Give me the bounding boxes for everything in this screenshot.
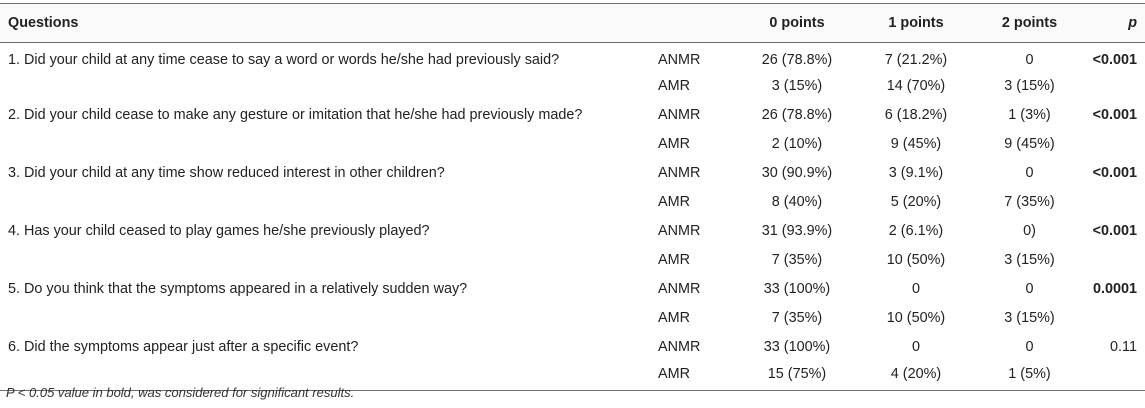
table-footnote: P < 0.05 value in bold, was considered for significant results.	[6, 385, 355, 400]
question-text: 3. Did your child at any time show reduced interest in other children?	[8, 165, 445, 181]
score-2-points: 0	[1025, 165, 1034, 181]
score-1-points: 5 (20%)	[890, 194, 942, 210]
p-value: <0.001	[1092, 107, 1137, 123]
group-label: ANMR	[658, 281, 701, 297]
group-label: AMR	[658, 194, 690, 210]
score-2-points: 9 (45%)	[1004, 136, 1055, 152]
p-value: 0.0001	[1092, 281, 1137, 297]
header-0-points: 0 points	[735, 4, 859, 43]
score-0-points: 2 (10%)	[771, 136, 823, 152]
table-row	[0, 43, 1145, 72]
score-2-points: 0)	[1023, 223, 1036, 239]
score-0-points: 30 (90.9%)	[761, 165, 833, 181]
header-group	[655, 4, 735, 43]
empty-cell	[0, 130, 655, 159]
group-label: AMR	[658, 310, 690, 326]
score-1-points: 4 (20%)	[859, 362, 973, 391]
group-label: ANMR	[658, 223, 701, 239]
table-row	[0, 159, 1145, 188]
score-2-points: 3 (15%)	[1004, 78, 1055, 94]
empty-cell	[1086, 304, 1145, 333]
table-header	[0, 4, 1145, 43]
score-0-points: 3 (15%)	[771, 78, 823, 94]
score-0-points: 7 (35%)	[771, 310, 823, 326]
empty-cell	[1086, 188, 1145, 217]
table-row	[0, 304, 1145, 333]
question-text: 1. Did your child at any time cease to say a word or words he/she had previously said?	[8, 51, 560, 68]
header-1-points: 1 points	[859, 4, 973, 43]
table-row	[0, 333, 1145, 362]
score-2-points: 0	[1025, 281, 1034, 297]
table-row	[0, 246, 1145, 275]
score-2-points: 1 (3%)	[1008, 107, 1051, 123]
empty-cell	[0, 188, 655, 217]
empty-cell	[1086, 246, 1145, 275]
p-value: 0.11	[1110, 339, 1137, 355]
question-text: 6. Did the symptoms appear just after a specific event?	[8, 339, 359, 355]
score-2-points: 0	[1025, 51, 1034, 68]
p-value: <0.001	[1092, 165, 1137, 181]
score-2-points: 1 (5%)	[973, 362, 1086, 391]
empty-cell	[0, 72, 655, 101]
score-0-points: 33 (100%)	[763, 339, 831, 355]
header-p-value: p	[1086, 4, 1145, 43]
results-table	[0, 3, 1145, 391]
score-2-points: 3 (15%)	[1004, 310, 1055, 326]
score-0-points: 26 (78.8%)	[761, 51, 833, 68]
p-value: <0.001	[1092, 51, 1137, 68]
group-label: ANMR	[658, 51, 701, 68]
header-2-points: 2 points	[973, 4, 1086, 43]
group-label: AMR	[658, 252, 690, 268]
score-0-points: 8 (40%)	[771, 194, 823, 210]
table-row	[0, 217, 1145, 246]
score-1-points: 0	[911, 339, 920, 355]
table-row	[0, 188, 1145, 217]
header-row	[0, 4, 1145, 43]
table-row	[0, 275, 1145, 304]
score-1-points: 14 (70%)	[886, 78, 946, 94]
score-2-points: 0	[1025, 339, 1034, 355]
score-0-points: 7 (35%)	[771, 252, 823, 268]
question-text: 5. Do you think that the symptoms appeared in a relatively sudden way?	[8, 281, 468, 297]
empty-cell	[1086, 362, 1145, 391]
score-2-points: 3 (15%)	[1004, 252, 1055, 268]
empty-cell	[0, 246, 655, 275]
question-text: 4. Has your child ceased to play games he/she previously played?	[8, 223, 430, 239]
question-text: 2. Did your child cease to make any gesture or imitation that he/she had previously made?	[8, 107, 583, 123]
header-questions: Questions	[0, 4, 655, 43]
table-row	[0, 130, 1145, 159]
table-row	[0, 101, 1145, 130]
score-1-points: 3 (9.1%)	[888, 165, 944, 181]
group-label: ANMR	[658, 339, 701, 355]
score-0-points: 26 (78.8%)	[761, 107, 833, 123]
score-0-points: 33 (100%)	[763, 281, 831, 297]
group-label: AMR	[655, 362, 735, 391]
score-0-points: 15 (75%)	[735, 362, 859, 391]
table-row	[0, 72, 1145, 101]
empty-cell	[0, 304, 655, 333]
group-label: AMR	[658, 136, 690, 152]
empty-cell	[1086, 130, 1145, 159]
score-1-points: 9 (45%)	[890, 136, 942, 152]
score-1-points: 0	[911, 281, 920, 297]
score-0-points: 31 (93.9%)	[761, 223, 833, 239]
table-body	[0, 43, 1145, 391]
group-label: AMR	[658, 78, 690, 94]
group-label: ANMR	[658, 165, 701, 181]
score-2-points: 7 (35%)	[1004, 194, 1055, 210]
empty-cell	[1086, 72, 1145, 101]
score-1-points: 10 (50%)	[886, 252, 946, 268]
group-label: ANMR	[658, 107, 701, 123]
p-value: <0.001	[1092, 223, 1137, 239]
score-1-points: 7 (21.2%)	[884, 51, 948, 68]
score-1-points: 2 (6.1%)	[888, 223, 944, 239]
score-1-points: 10 (50%)	[886, 310, 946, 326]
score-1-points: 6 (18.2%)	[884, 107, 948, 123]
